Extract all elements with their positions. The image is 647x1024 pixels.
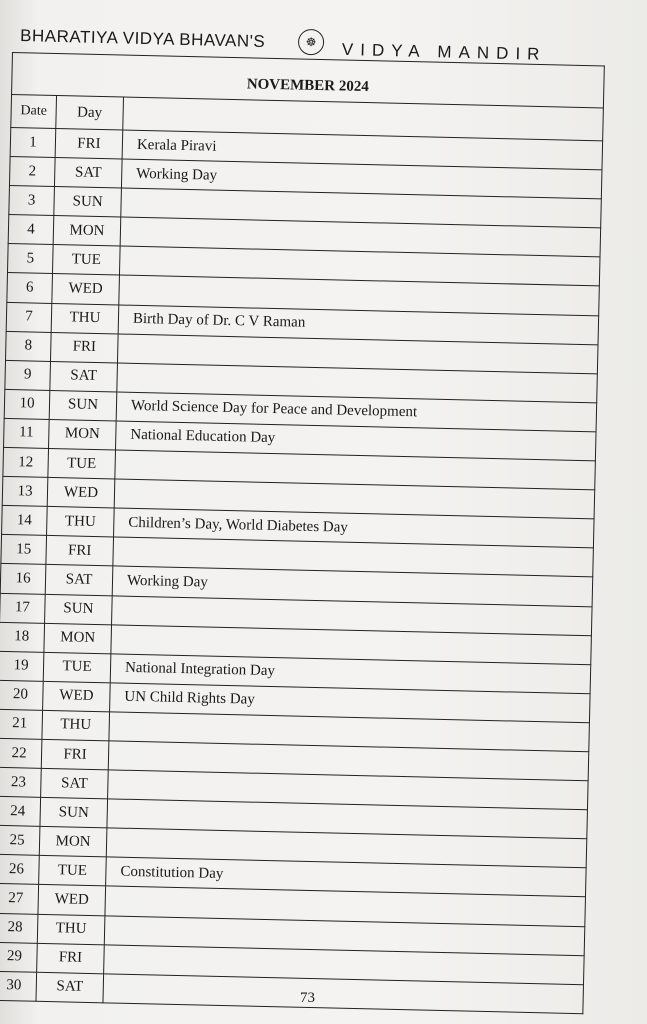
day-cell: WED (47, 478, 115, 509)
event-cell: World Science Day for Peace and Development (116, 392, 597, 432)
day-cell: TUE (48, 448, 116, 479)
calendar-title: NOVEMBER 2024 (11, 52, 605, 107)
day-cell: SAT (50, 361, 118, 392)
school-name: BHARATIYA VIDYA BHAVAN'S (19, 26, 266, 51)
day-cell: SUN (54, 187, 122, 218)
date-cell: 23 (0, 767, 41, 797)
day-cell: WED (52, 274, 120, 305)
date-cell: 19 (0, 651, 44, 681)
day-cell: TUE (52, 245, 120, 276)
date-cell: 8 (6, 331, 52, 361)
school-logo-icon: ☸ (298, 29, 325, 56)
day-cell: SUN (45, 594, 113, 625)
date-cell: 15 (1, 535, 47, 565)
day-cell: FRI (37, 943, 105, 974)
date-cell: 21 (0, 709, 43, 739)
event-cell: National Integration Day (110, 654, 591, 694)
date-column-header: Date (11, 95, 57, 129)
calendar-grid (0, 94, 604, 1014)
day-cell: FRI (55, 129, 123, 160)
day-cell: TUE (39, 856, 107, 887)
day-cell: FRI (46, 536, 114, 567)
date-cell: 16 (0, 564, 46, 594)
date-cell: 24 (0, 796, 41, 826)
date-cell: 22 (0, 738, 42, 768)
page-number: 73 (300, 990, 315, 1006)
institution-name: VIDYA MANDIR (341, 39, 547, 64)
date-cell: 26 (0, 855, 39, 885)
event-cell: Children’s Day, World Diabetes Day (114, 508, 595, 548)
date-cell: 6 (7, 273, 53, 303)
day-cell: SUN (40, 797, 108, 828)
day-cell: SUN (49, 390, 117, 421)
day-cell: MON (49, 419, 117, 450)
date-cell: 30 (0, 971, 37, 1001)
date-cell: 9 (5, 360, 51, 390)
date-cell: 12 (3, 447, 49, 477)
event-cell: UN Child Rights Day (110, 683, 591, 723)
date-cell: 5 (7, 244, 53, 274)
date-cell: 1 (10, 127, 56, 157)
day-cell: THU (51, 303, 119, 334)
date-cell: 10 (4, 389, 50, 419)
day-cell: SAT (54, 158, 122, 189)
date-cell: 2 (9, 157, 55, 187)
date-cell: 20 (0, 680, 43, 710)
day-cell: FRI (41, 739, 109, 770)
day-cell: THU (42, 710, 110, 741)
day-column-header: Day (56, 96, 124, 131)
date-cell: 13 (2, 477, 48, 507)
date-cell: 7 (6, 302, 52, 332)
event-cell: National Education Day (115, 421, 596, 461)
date-cell: 3 (9, 186, 55, 216)
day-cell: WED (43, 681, 111, 712)
calendar-body (0, 127, 603, 1013)
day-cell: SAT (41, 768, 109, 799)
date-cell: 11 (4, 418, 50, 448)
date-cell: 28 (0, 913, 38, 943)
date-cell: 17 (0, 593, 45, 623)
day-cell: MON (44, 623, 112, 654)
day-cell: THU (47, 507, 115, 538)
date-cell: 29 (0, 942, 37, 972)
day-cell: SAT (45, 565, 113, 596)
day-cell: MON (39, 827, 107, 858)
event-cell: Working Day (112, 566, 593, 606)
day-cell: THU (37, 914, 105, 945)
date-cell: 18 (0, 622, 45, 652)
date-cell: 25 (0, 826, 40, 856)
event-cell: Working Day (121, 159, 602, 199)
date-cell: 27 (0, 884, 39, 914)
date-cell: 4 (8, 215, 54, 245)
calendar-table (0, 52, 605, 1014)
date-cell: 14 (2, 506, 48, 536)
day-cell: TUE (43, 652, 111, 683)
day-cell: WED (38, 885, 106, 916)
day-cell: SAT (36, 972, 104, 1003)
event-cell: Constitution Day (106, 857, 587, 897)
day-cell: MON (53, 216, 121, 247)
day-cell: FRI (50, 332, 118, 363)
event-cell: Birth Day of Dr. C V Raman (118, 305, 599, 345)
event-cell: Kerala Piravi (122, 130, 603, 170)
